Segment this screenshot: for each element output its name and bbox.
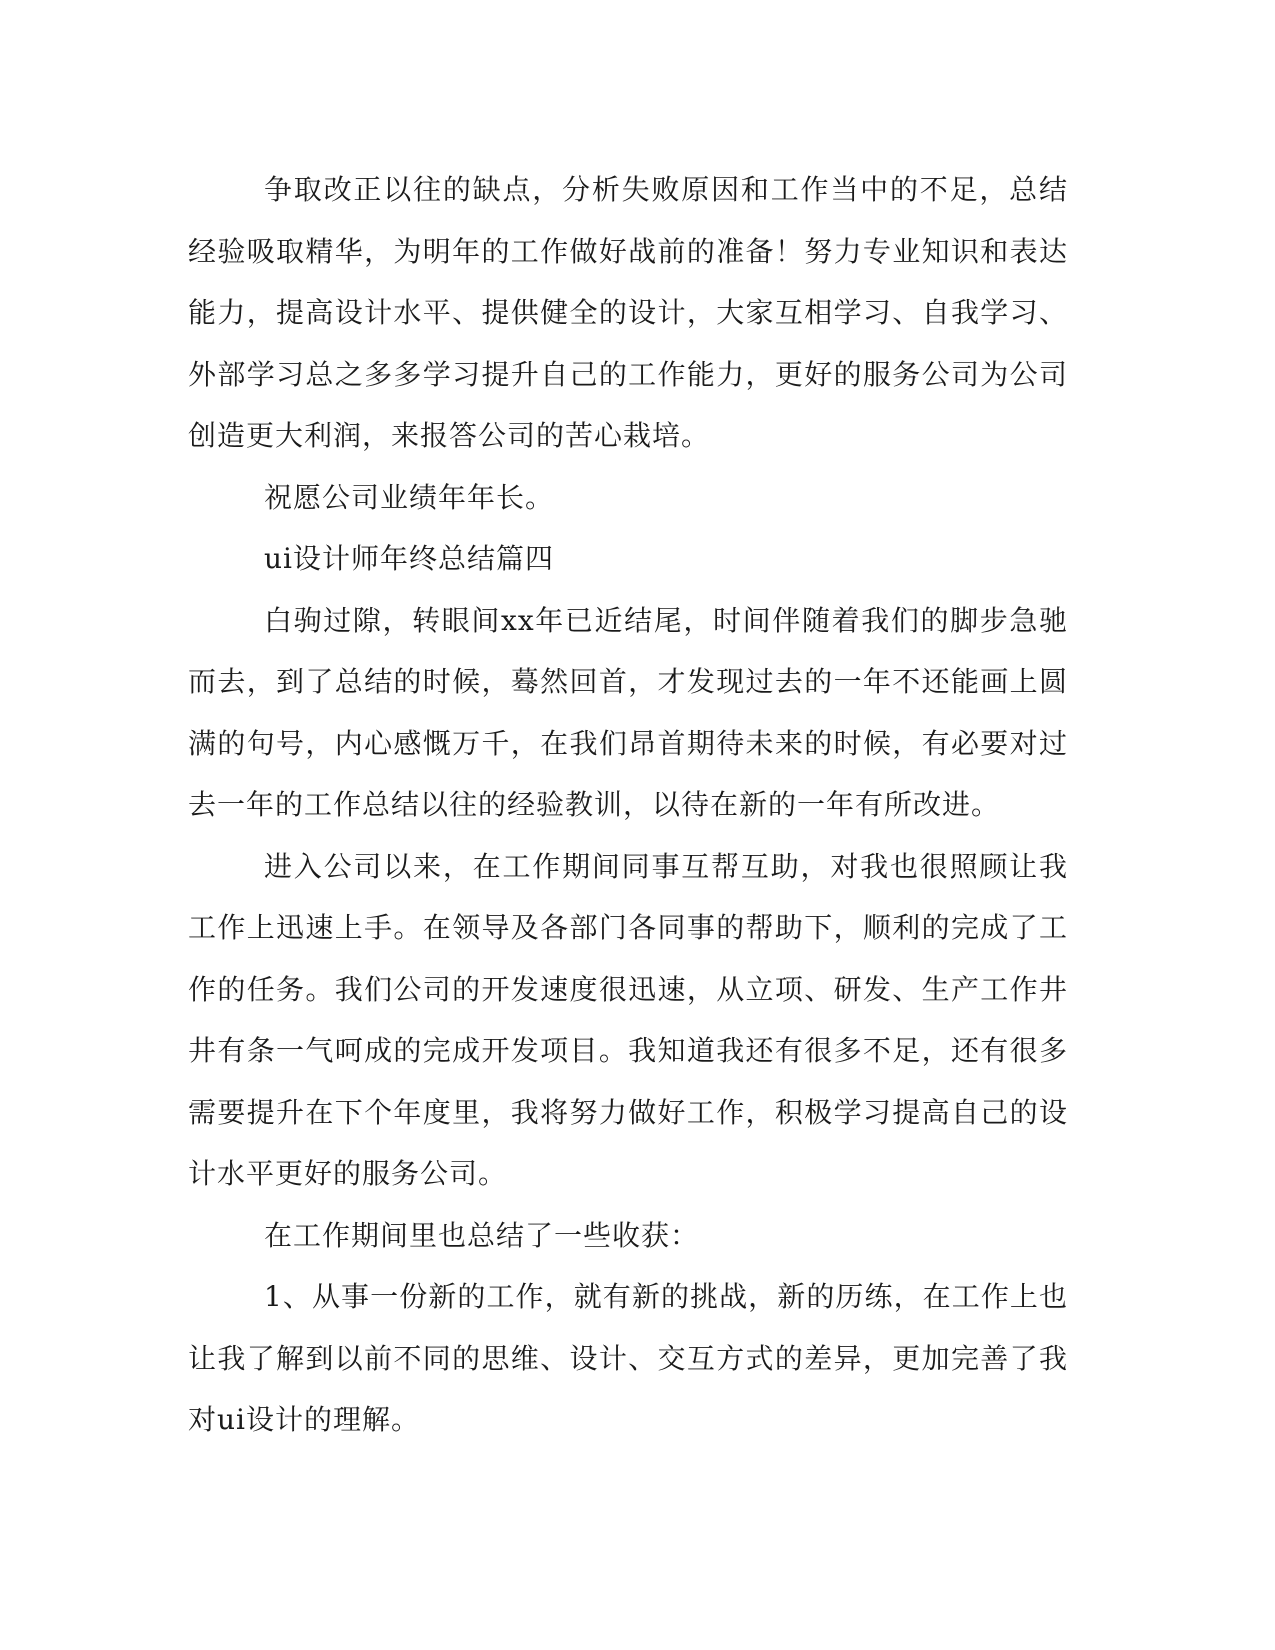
paragraph-work-experience: 进入公司以来，在工作期间同事互帮互助，对我也很照顾让我工作上迅速上手。在领导及各部门各同事的帮助下，顺利的完成了工作的任务。我们公司的开发速度很迅速，从立项、研发、生产工作井井有条一气呵成的完成开发项目。我知道我还有很多不足，还有很多需要提升在下个年度里，我将努力做好工作，积极学习提高自己的设计水平更好的服务公司。 [188, 849, 1068, 1190]
paragraph-gain-item-1: 1、从事一份新的工作，就有新的挑战，新的历练，在工作上也让我了解到以前不同的思维、设计、交互方式的差异，更加完善了我对ui设计的理解。 [188, 1280, 1068, 1436]
paragraph-gains-intro: 在工作期间里也总结了一些收获： [264, 1218, 700, 1252]
paragraph-wish: 祝愿公司业绩年年长。 [264, 480, 555, 514]
section-heading: ui设计师年终总结篇四 [264, 542, 554, 575]
paragraph-improvement-summary: 争取改正以往的缺点，分析失败原因和工作当中的不足，总结经验吸取精华，为明年的工作做好战前的准备！努力专业知识和表达能力，提高设计水平、提供健全的设计，大家互相学习、自我学习、外部学习总之多多学习提升自己的工作能力，更好的服务公司为公司创造更大利润，来报答公司的苦心栽培。 [188, 173, 1068, 452]
document-body [188, 159, 1068, 1451]
paragraph-year-review: 白驹过隙，转眼间xx年已近结尾，时间伴随着我们的脚步急驰而去，到了总结的时候，蓦然回首，才发现过去的一年不还能画上圆满的句号，内心感慨万千，在我们昂首期待未来的时候，有必要对过去一年的工作总结以往的经验教训，以待在新的一年有所改进。 [188, 603, 1068, 821]
